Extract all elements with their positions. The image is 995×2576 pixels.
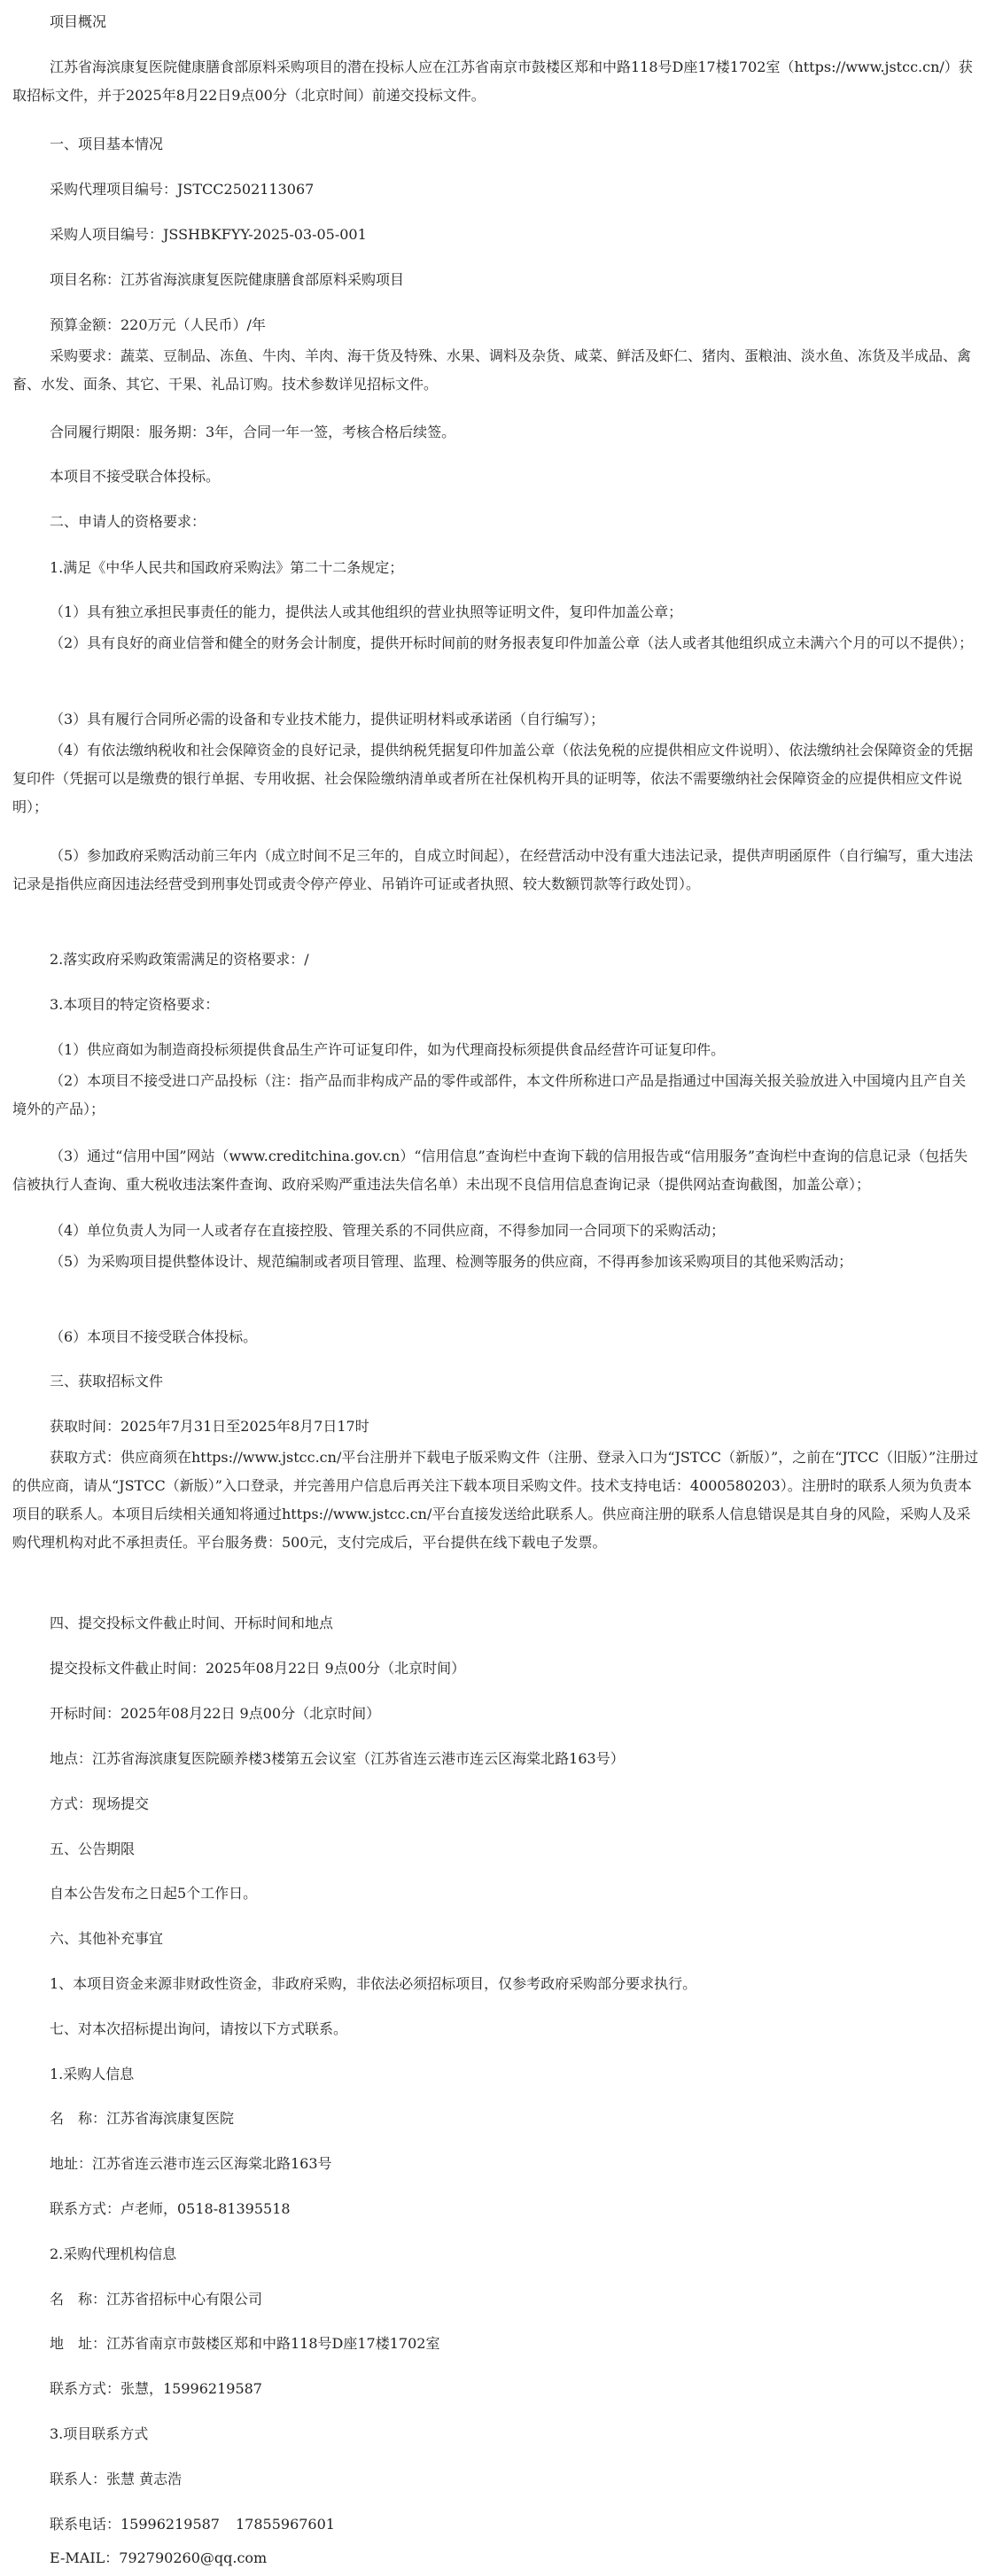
buyer-info-heading: 1.采购人信息 [50,2066,135,2082]
project-contact-persons: 联系人：张慧 黄志浩 [50,2471,183,2487]
qualification-item-1: 1.满足《中华人民共和国政府采购法》第二十二条规定； [50,559,404,576]
supplementary-note: 1、本项目资金来源非财政性资金，非政府采购，非依法必须招标项目，仅参考政府采购部分要求执行。 [50,1975,697,1992]
section2-heading: 二、申请人的资格要求： [50,513,206,530]
no-consortium-notice: 本项目不接受联合体投标。 [50,468,221,485]
submission-deadline: 提交投标文件截止时间：2025年08月22日 9点00分（北京时间） [50,1660,466,1677]
section7-heading: 七、对本次招标提出询问，请按以下方式联系。 [50,2020,348,2037]
qualification-item-3-5: （5）为采购项目提供整体设计、规范编制或者项目管理、监理、检测等服务的供应商，不得再参加该采购项目的其他采购活动； [50,1253,853,1270]
qualification-item-1-4: （4）有依法缴纳税收和社会保障资金的良好记录，提供纳税凭据复印件加盖公章（依法免税的应提供相应文件说明）、依法缴纳社会保障资金的凭据复印件（凭据可以是缴费的银行单据、专用收据、社会保险缴纳清单或者所在社保机构开具的证明等，依法不需要缴纳社会保障资金的应提供相应文件说明）； [12,742,974,815]
qualification-item-1-5: （5）参加政府采购活动前三年内（成立时间不足三年的，自成立时间起），在经营活动中没有重大违法记录，提供声明函原件（自行编写，重大违法记录是指供应商因违法经营受到刑事处罚或责令停产停业、吊销许可证或者执照、较大数额罚款等行政处罚）。 [12,847,974,892]
opening-place: 地点：江苏省海滨康复医院颐养楼3楼第五会议室（江苏省连云港市连云区海棠北路163号） [50,1750,625,1767]
section6-heading: 六、其他补充事宜 [50,1930,164,1947]
section3-heading: 三、获取招标文件 [50,1373,164,1389]
overview-intro: 江苏省海滨康复医院健康膳食部原料采购项目的潜在投标人应在江苏省南京市鼓楼区郑和中路118号D座17楼1702室（https://www.jstcc.cn/）获取招标文件，并于2025年8月22日9点00分（北京时间）前递交投标文件。 [12,58,973,104]
buyer-project-number: 采购人项目编号：JSSHBKFYY-2025-03-05-001 [50,226,367,243]
agency-project-number: 采购代理项目编号：JSTCC2502113067 [50,181,315,198]
qualification-item-3-3: （3）通过“信用中国”网站（www.creditchina.gov.cn）“信用信息”查询栏中查询下载的信用报告或“信用服务”查询栏中查询的信息记录（包括失信被执行人查询、重大税收违法案件查询、政府采购严重违法失信名单）未出现不良信用信息查询记录（提供网站查询截图，加盖公章）； [12,1148,968,1193]
project-name: 项目名称：江苏省海滨康复医院健康膳食部原料采购项目 [50,271,405,288]
project-contact-phone [0,2510,980,2539]
notice-period: 自本公告发布之日起5个工作日。 [50,1885,258,1902]
procurement-requirements: 采购要求：蔬菜、豆制品、冻鱼、牛肉、羊肉、海干货及特殊、水果、调料及杂货、咸菜、鲜活及虾仁、猪肉、蛋粮油、淡水鱼、冻货及半成品、禽畜、水发、面条、其它、干果、礼品订购。技术参数详见招标文件。 [12,347,972,393]
qualification-item-3-4: （4）单位负责人为同一人或者存在直接控股、管理关系的不同供应商，不得参加同一合同项下的采购活动； [50,1222,726,1239]
buyer-contact: 联系方式：卢老师，0518-81395518 [50,2200,291,2217]
qualification-item-1-2: （2）具有良好的商业信誉和健全的财务会计制度，提供开标时间前的财务报表复印件加盖公章（法人或者其他组织成立未满六个月的可以不提供）； [50,634,974,651]
overview-heading: 项目概况 [50,13,107,30]
qualification-item-3: 3.本项目的特定资格要求： [50,996,220,1013]
section4-heading: 四、提交投标文件截止时间、开标时间和地点 [50,1615,334,1631]
opening-time: 开标时间：2025年08月22日 9点00分（北京时间） [50,1705,381,1722]
contact-phone-primary: 联系电话：15996219587 [50,2516,220,2533]
buyer-name: 名 称：江苏省海滨康复医院 [50,2110,235,2127]
contract-term: 合同履行期限：服务期：3年，合同一年一签，考核合格后续签。 [50,424,456,440]
agency-contact: 联系方式：张慧，15996219587 [50,2380,262,2397]
qualification-item-1-3: （3）具有履行合同所必需的设备和专业技术能力，提供证明材料或承诺函（自行编写）； [50,711,605,728]
qualification-item-3-2: （2）本项目不接受进口产品投标（注：指产品而非构成产品的零件或部件，本文件所称进口产品是指通过中国海关报关验放进入中国境内且产自关境外的产品）； [12,1072,967,1117]
qualification-item-3-6: （6）本项目不接受联合体投标。 [50,1328,258,1345]
project-contact-email: E-MAIL：792790260@qq.com [50,2549,268,2566]
budget-amount: 预算金额：220万元（人民币）/年 [50,316,266,333]
section5-heading: 五、公告期限 [50,1841,136,1857]
buyer-address: 地址：江苏省连云港市连云区海棠北路163号 [50,2155,332,2172]
agency-name: 名 称：江苏省招标中心有限公司 [50,2291,263,2308]
agency-info-heading: 2.采购代理机构信息 [50,2245,177,2262]
qualification-item-1-1: （1）具有独立承担民事责任的能力，提供法人或其他组织的营业执照等证明文件，复印件加盖公章； [50,603,683,620]
qualification-item-2: 2.落实政府采购政策需满足的资格要求：/ [50,951,309,968]
submission-mode: 方式：现场提交 [50,1795,150,1812]
project-contact-heading: 3.项目联系方式 [50,2425,149,2442]
contact-phone-secondary: 17855967601 [235,2516,335,2533]
agency-address: 地 址：江苏省南京市鼓楼区郑和中路118号D座17楼1702室 [50,2335,440,2352]
qualification-item-3-1: （1）供应商如为制造商投标须提供食品生产许可证复印件，如为代理商投标须提供食品经营许可证复印件。 [50,1041,726,1058]
acquisition-time: 获取时间：2025年7月31日至2025年8月7日17时 [50,1418,369,1435]
acquisition-method: 获取方式：供应商须在https://www.jstcc.cn/平台注册并下载电子版采购文件（注册、登录入口为“JSTCC（新版）”，之前在“JTCC（旧版）”注册过的供应商，请从“JSTCC（新版）”入口登录，并完善用户信息后再关注下载本项目采购文件。技术支持电话：4000580203）。注册时的联系人须为负责本项目的联系人。本项目后续相关通知将通过https://www.jstcc.cn/平台直接发送给此联系人。供应商注册的联系人信息错误是其自身的风险，采购人及采购代理机构对此不承担责任。平台服务费：500元，支付完成后，平台提供在线下载电子发票。 [12,1449,979,1551]
section1-heading: 一、项目基本情况 [50,136,164,152]
